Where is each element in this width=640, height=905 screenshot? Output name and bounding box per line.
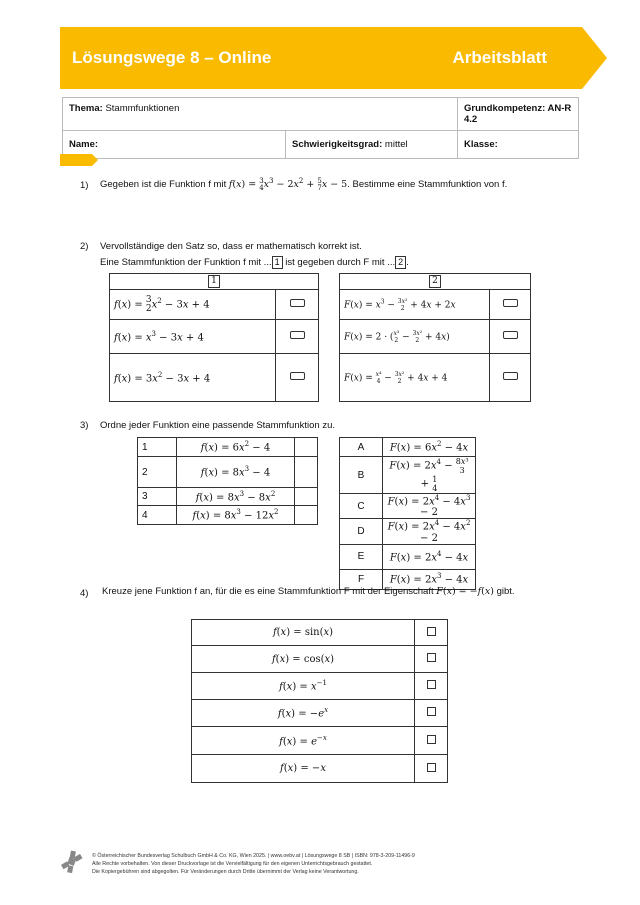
- q3-answer-cell-3[interactable]: [295, 488, 318, 506]
- q4-option-5: $f(x) = e^{-x}$: [192, 727, 415, 755]
- q2-checkbox-2a[interactable]: [503, 299, 518, 307]
- q3-left-id: 4: [138, 506, 177, 525]
- q2-checkbox-1b[interactable]: [290, 331, 305, 339]
- q3-answer-cell-4[interactable]: [295, 506, 318, 525]
- q2-checkbox-1c[interactable]: [290, 372, 305, 380]
- footer-line-2: Alle Rechte vorbehalten. Von dieser Druckvorlage ist die Vervielfältigung für den eigenen Unterrichtsgebrauch gestattet.: [92, 861, 373, 867]
- q2-checkbox-2c[interactable]: [503, 372, 518, 380]
- q4-table: [191, 619, 448, 783]
- schwierigkeit-cell: Schwierigkeitsgrad: mittel: [286, 131, 458, 159]
- kompetenz-cell: Grundkompetenz: AN-R 4.2: [457, 98, 578, 131]
- q2-option-1b: $f(x) = x^3 - 3x + 4$: [110, 320, 276, 354]
- q4-option-1: f(x) = sin(x): [192, 620, 415, 646]
- q3-left-table: 1 $f(x) = 6x^2 - 4$ 2 $f(x) = 8x^3 - 4$ 3 $f(x) = 8x^3 - 8x^2$ 4 $f(x) = 8x^3 - 12x^2$: [137, 437, 318, 525]
- q4-option-6: f(x) = −x: [192, 755, 415, 783]
- q4-number: 4): [80, 588, 89, 599]
- klasse-cell[interactable]: Klasse:: [457, 131, 578, 159]
- q2-option-2a: $F(x) = x^3 - 3x^2$ 2 + 4x + 2x: [340, 290, 490, 320]
- name-cell[interactable]: Name:: [63, 131, 286, 159]
- q2-line2: Eine Stammfunktion der Funktion f mit ... 1 ist gegeben durch F mit ... 2 .: [100, 257, 409, 268]
- q4-checkbox-5[interactable]: [427, 735, 436, 744]
- q4-option-3: $f(x) = x^{-1}$: [192, 673, 415, 700]
- q4-checkbox-1[interactable]: [427, 627, 436, 636]
- q3-right-id: B: [340, 457, 383, 494]
- q1-formula: f: [228, 179, 233, 191]
- banner-label: Arbeitsblatt: [452, 48, 547, 67]
- q2-number: 2): [80, 241, 89, 252]
- footer-text: [92, 852, 415, 876]
- publisher-logo-icon: [60, 850, 84, 874]
- q4-checkbox-6[interactable]: [427, 763, 436, 772]
- q2-option-2b: F(x) = 2 · (x³ 2 − 3x² 2 + 4x): [340, 320, 490, 354]
- q3-answer-cell-1[interactable]: [295, 438, 318, 457]
- header-table: [62, 97, 579, 159]
- q2-table-2-header: 2: [340, 274, 531, 290]
- footer-line-1: © Österreichischer Bundesverlag Schulbuch GmbH & Co. KG, Wien 2025. | www.oebv.at | Lösungswege 8 SB | ISBN: 978-3-209-11496-9: [92, 853, 415, 859]
- q4-option-2: f(x) = cos(x): [192, 646, 415, 673]
- q1-number: 1): [80, 180, 89, 191]
- q2-table-2: [339, 273, 531, 402]
- q3-number: 3): [80, 420, 89, 431]
- q3-right-id: F: [340, 569, 383, 589]
- q2-option-2c: F(x) = x⁴ 4 − 3x² 2 + 4x + 4: [340, 354, 490, 402]
- title-banner: [60, 27, 607, 89]
- q2-table-1-header: 1: [110, 274, 319, 290]
- q4-text: Kreuze jene Funktion f an, für die es eine Stammfunktion F mit der Eigenschaft F(x) = −f(x) gibt.: [102, 586, 515, 597]
- thema-cell: Thema: Stammfunktionen: [63, 98, 458, 131]
- q2-checkbox-1a[interactable]: [290, 299, 305, 307]
- q3-right-id: E: [340, 544, 383, 569]
- q3-right-id: C: [340, 494, 383, 519]
- q3-right-id: A: [340, 438, 383, 457]
- q3-text: Ordne jeder Funktion eine passende Stammfunktion zu.: [100, 420, 335, 431]
- q2-line1: Vervollständige den Satz so, dass er mathematisch korrekt ist.: [100, 241, 362, 252]
- section-arrow-icon: [60, 154, 100, 166]
- q3-left-id: 1: [138, 438, 177, 457]
- q2-checkbox-2b[interactable]: [503, 331, 518, 339]
- q4-option-4: $f(x) = -e^x$: [192, 700, 415, 727]
- q3-left-id: 3: [138, 488, 177, 506]
- q4-checkbox-2[interactable]: [427, 653, 436, 662]
- footer-line-3: Die Kopiergebühren sind abgegolten. Für Veränderungen durch Dritte übernimmt der Verlag keine Verantwortung.: [92, 869, 359, 875]
- q3-left-id: 2: [138, 457, 177, 488]
- banner-title: Lösungswege 8 – Online: [72, 48, 272, 67]
- q2-table-1: [109, 273, 319, 402]
- q3-answer-cell-2[interactable]: [295, 457, 318, 488]
- q3-right-id: D: [340, 519, 383, 544]
- q2-option-1c: $f(x) = 3x^2 - 3x + 4$: [110, 354, 276, 402]
- q4-checkbox-4[interactable]: [427, 707, 436, 716]
- q1-text: Gegeben ist die Funktion f mit f(x) = 3 $4x^3 - 2x^2 + 5$ 7x − 5. Bestimme eine Stammfunktion von f.: [100, 176, 508, 192]
- q4-checkbox-3[interactable]: [427, 680, 436, 689]
- q3-right-table: A $F(x) = 6x^2 - 4x$ B $F(x) = 2x^4 - 8x^3$ 3 + 1 4 C $F(x) = 2x^4 - 4x^3 - 2$ D $F(x) = 2x^4 - 4x^2 - 2$ E $F(x) = 2x^4 - 4x$ F $F(x) = 2x^3 - 4x$: [339, 437, 476, 590]
- q2-option-1a: f(x) = 3 $2x^2 - 3x + 4$: [110, 290, 276, 320]
